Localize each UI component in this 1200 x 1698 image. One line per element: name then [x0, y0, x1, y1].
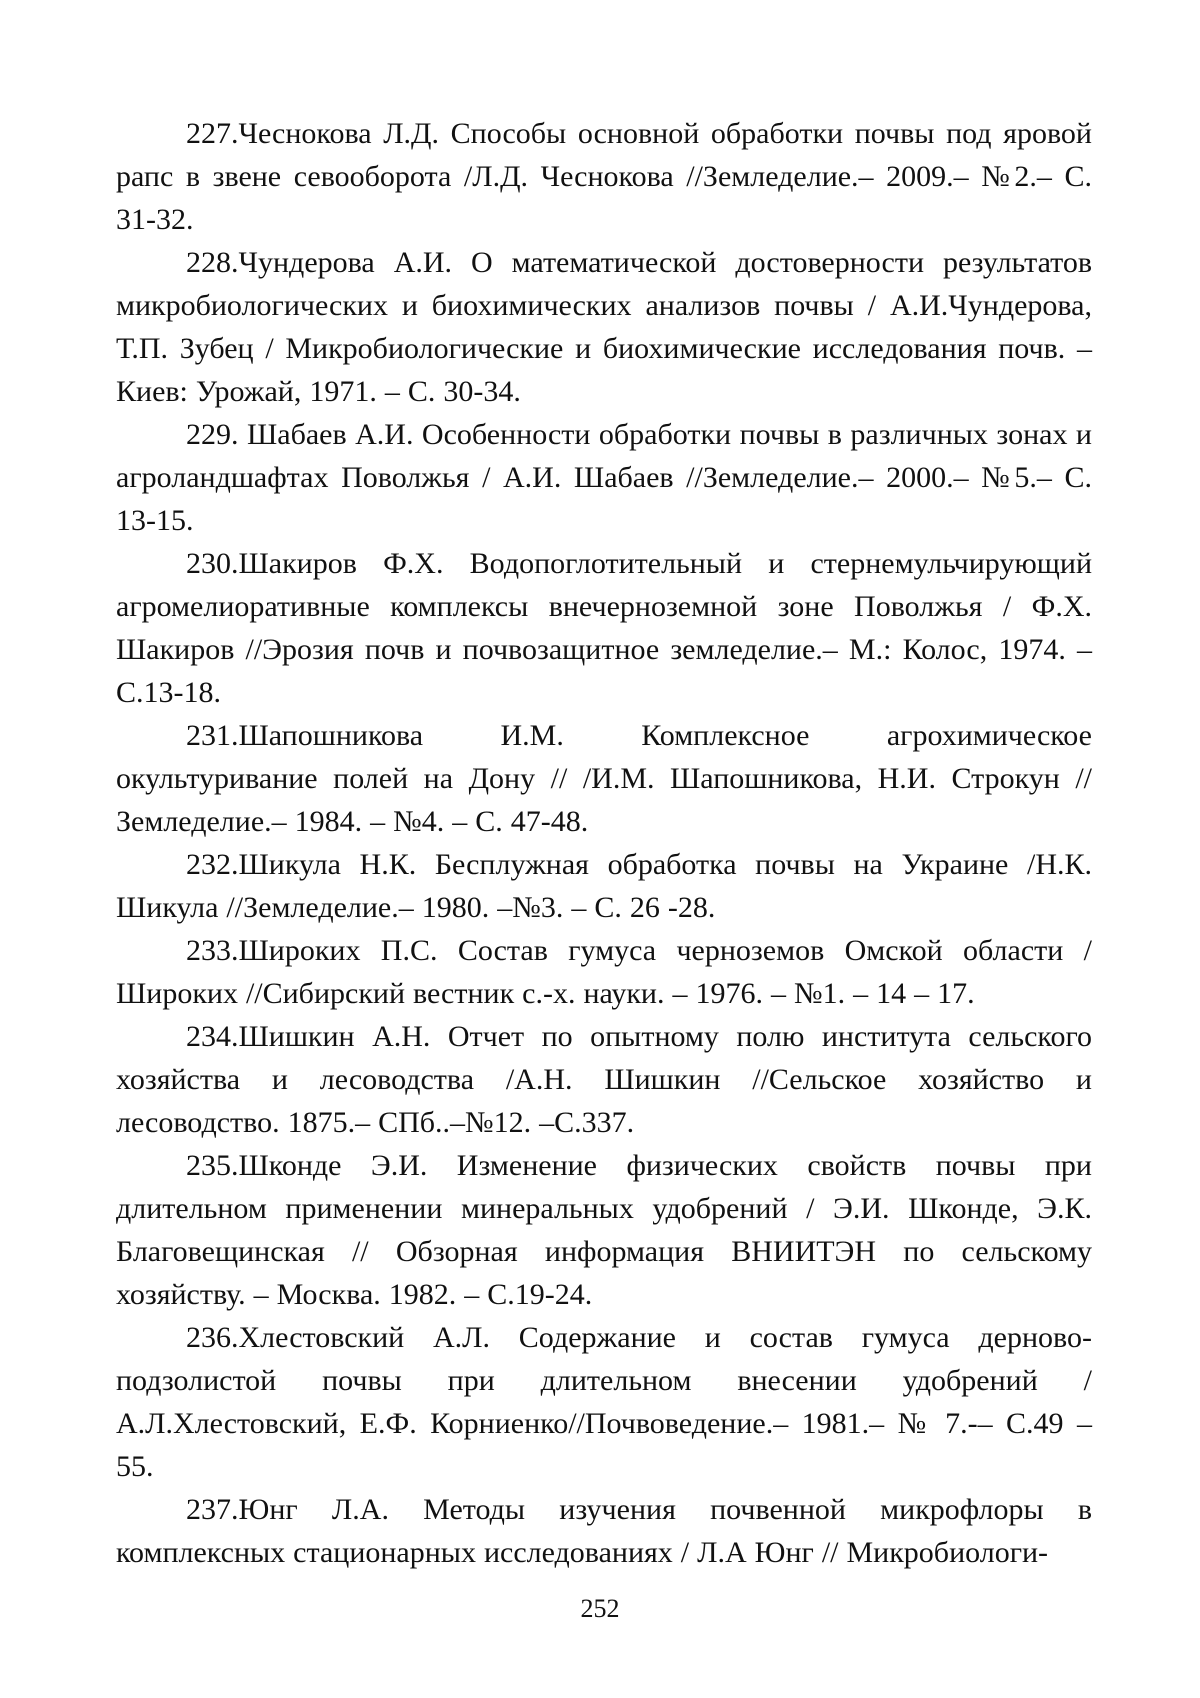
- reference-entry-232: 232.Шикула Н.К. Бесплужная обработка почвы на Украине /Н.К. Шикула //Земледелие.– 1980. –№3. – С. 26 -28.: [116, 848, 1092, 924]
- reference-entry-234: 234.Шишкин А.Н. Отчет по опытному полю института сельского хозяйства и лесоводства /А.Н. Шишкин //Сельское хозяйство и лесоводство. 1875.– СПб..–№12. –С.337.: [116, 1020, 1092, 1139]
- reference-entry-231: 231.Шапошникова И.М. Комплексное агрохимическое окультуривание полей на Дону // /И.М. Шапошникова, Н.И. Строкун //Земледелие.– 1984. – №4. – С. 47-48.: [116, 719, 1092, 838]
- reference-entry-236: 236.Хлестовский А.Л. Содержание и состав гумуса дерново-подзолистой почвы при длительном внесении удобрений / А.Л.Хлестовский, Е.Ф. Корниенко//Почвоведение.– 1981.– № 7.-– С.49 – 55.: [116, 1321, 1092, 1483]
- reference-entry-237: 237.Юнг Л.А. Методы изучения почвенной микрофлоры в комплексных стационарных исследованиях / Л.А Юнг // Микробиологи-: [116, 1493, 1092, 1569]
- reference-entry-228: 228.Чундерова А.И. О математической достоверности результатов микробиологических и биохимических анализов почвы / А.И.Чундерова, Т.П. Зубец / Микробиологические и биохимические исследования почв. – Киев: Урожай, 1971. – С. 30-34.: [116, 246, 1092, 408]
- reference-list: [116, 112, 1092, 1574]
- reference-entry-235: 235.Шконде Э.И. Изменение физических свойств почвы при длительном применении минеральных удобрений / Э.И. Шконде, Э.К. Благовещинская // Обзорная информация ВНИИТЭН по сельскому хозяйству. – Москва. 1982. – С.19-24.: [116, 1149, 1092, 1311]
- reference-entry-230: 230.Шакиров Ф.Х. Водопоглотительный и стернемульчирующий агромелиоративные комплексы внечерноземной зоне Поволжья / Ф.Х. Шакиров //Эрозия почв и почвозащитное земледелие.– М.: Колос, 1974. – С.13-18.: [116, 547, 1092, 709]
- reference-entry-233: 233.Широких П.С. Состав гумуса черноземов Омской области / Широких //Сибирский вестник с.-х. науки. – 1976. – №1. – 14 – 17.: [116, 934, 1092, 1010]
- reference-entry-229: 229. Шабаев А.И. Особенности обработки почвы в различных зонах и агроландшафтах Поволжья / А.И. Шабаев //Земледелие.– 2000.– №5.– С. 13-15.: [116, 418, 1092, 537]
- reference-entry-227: 227.Чеснокова Л.Д. Способы основной обработки почвы под яровой рапс в звене севооборота /Л.Д. Чеснокова //Земледелие.– 2009.– №2.– С. 31-32.: [116, 117, 1092, 236]
- page-number: 252: [580, 1594, 620, 1623]
